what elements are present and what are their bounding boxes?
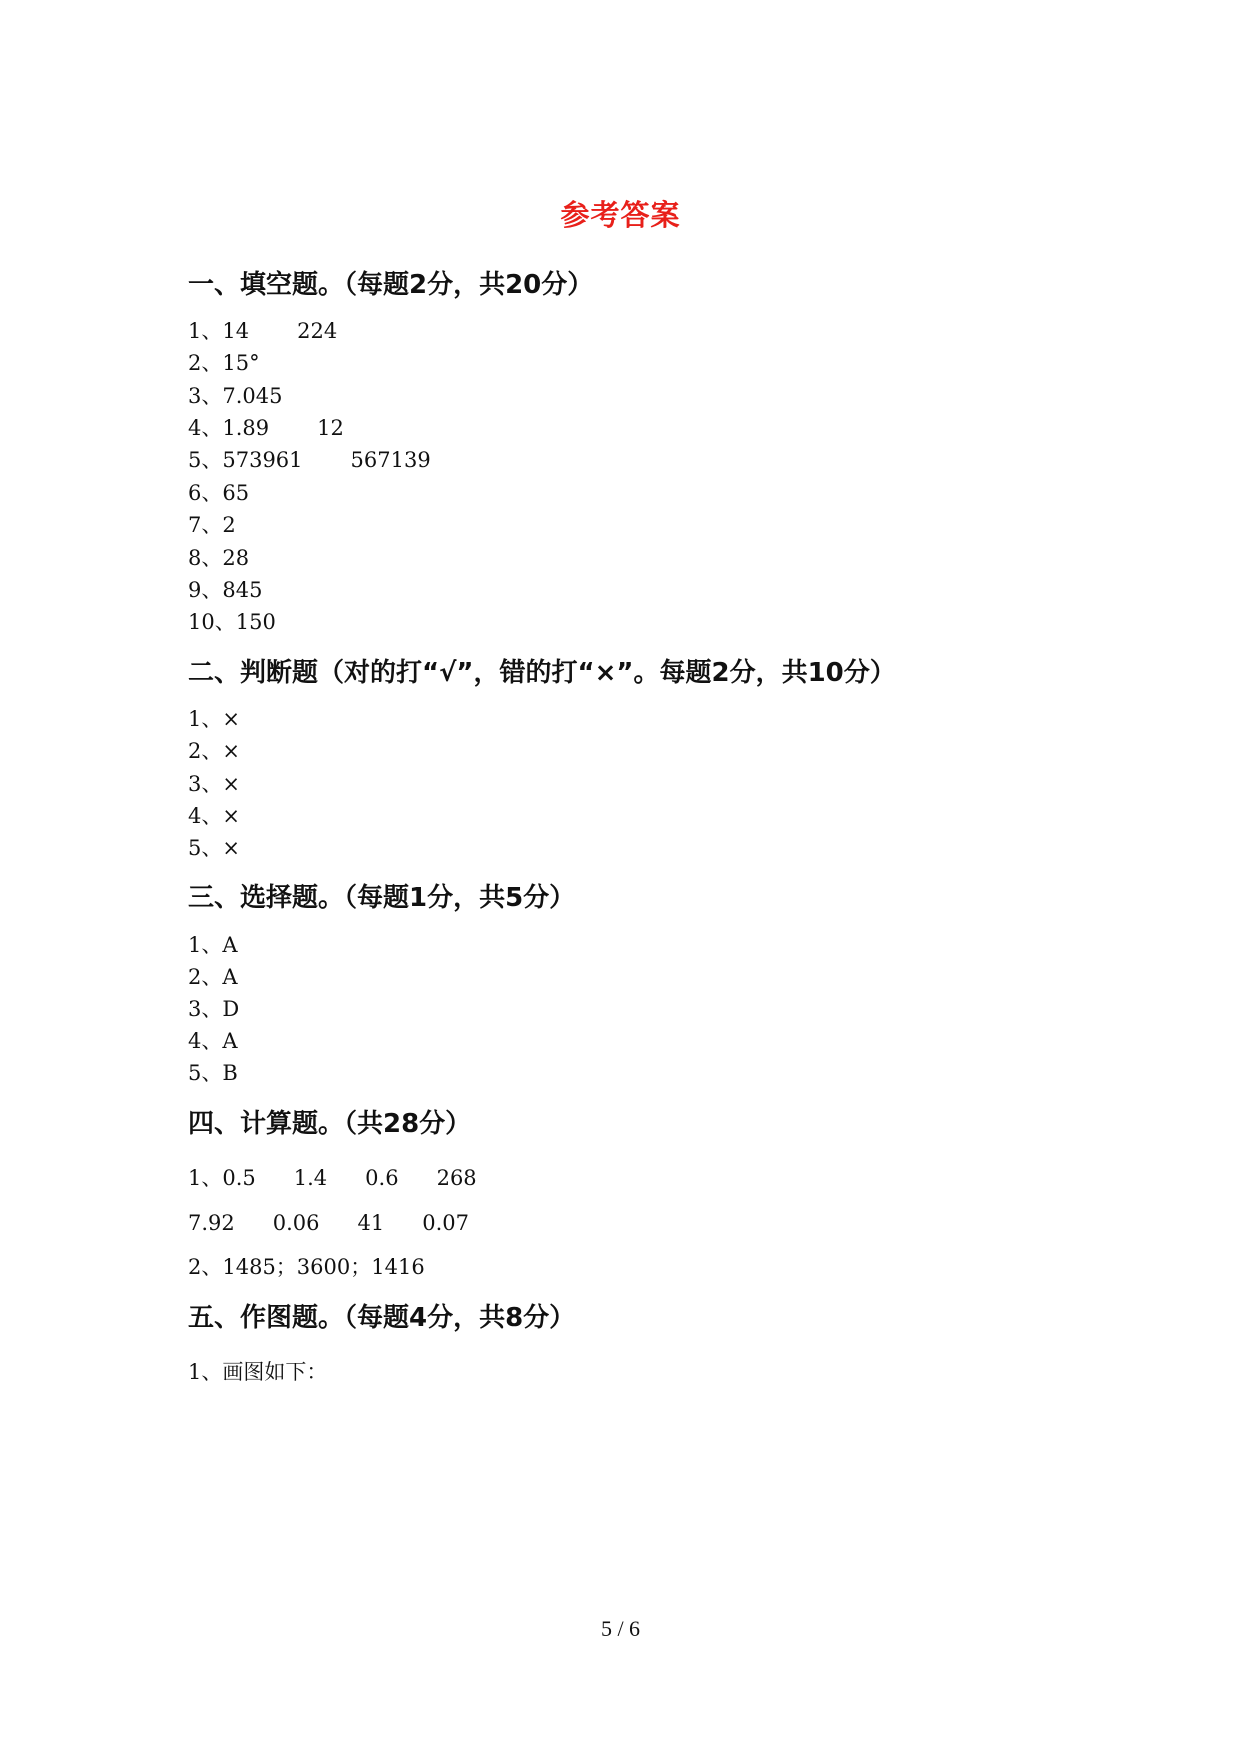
s1-item-4: 4、1.89 12	[188, 416, 344, 440]
s1-item-8: 8、28	[188, 546, 250, 570]
s5-item-1: 1、画图如下：	[188, 1360, 328, 1384]
s2-item-3: 3、×	[188, 772, 240, 796]
s3-item-1: 1、A	[188, 933, 238, 957]
section-4-heading: 四、计算题。（共28分）	[188, 1109, 472, 1139]
s4-row-3: 2、1485；3600；1416	[188, 1255, 425, 1279]
section-3-heading: 三、选择题。（每题1分，共5分）	[188, 883, 576, 913]
s1-item-3: 3、7.045	[188, 384, 283, 408]
s2-item-4: 4、×	[188, 804, 240, 828]
s1-item-2: 2、15°	[188, 351, 260, 375]
s3-item-4: 4、A	[188, 1029, 238, 1053]
s1-item-1: 1、14 224	[188, 319, 338, 343]
s3-item-5: 5、B	[188, 1061, 238, 1085]
section-1-heading: 一、填空题。（每题2分，共20分）	[188, 270, 594, 300]
page-title: 参考答案	[560, 198, 681, 232]
s4-row-1: 1、0.5 1.4 0.6 268	[188, 1166, 477, 1190]
s1-item-10: 10、150	[188, 610, 276, 634]
s1-item-7: 7、2	[188, 513, 236, 537]
s2-item-1: 1、×	[188, 707, 240, 731]
section-5-heading: 五、作图题。（每题4分，共8分）	[188, 1303, 576, 1333]
page-number: 5 / 6	[600, 1616, 641, 1641]
s3-item-3: 3、D	[188, 997, 240, 1021]
s4-row-2: 7.92 0.06 41 0.07	[188, 1211, 470, 1235]
s1-item-5: 5、573961 567139	[188, 448, 431, 472]
s3-item-2: 2、A	[188, 965, 238, 989]
section-2-heading: 二、判断题（对的打“√”，错的打“×”。每题2分，共10分）	[188, 658, 896, 688]
s2-item-5: 5、×	[188, 836, 240, 860]
s1-item-6: 6、65	[188, 481, 250, 505]
s2-item-2: 2、×	[188, 739, 240, 763]
s1-item-9: 9、845	[188, 578, 263, 602]
